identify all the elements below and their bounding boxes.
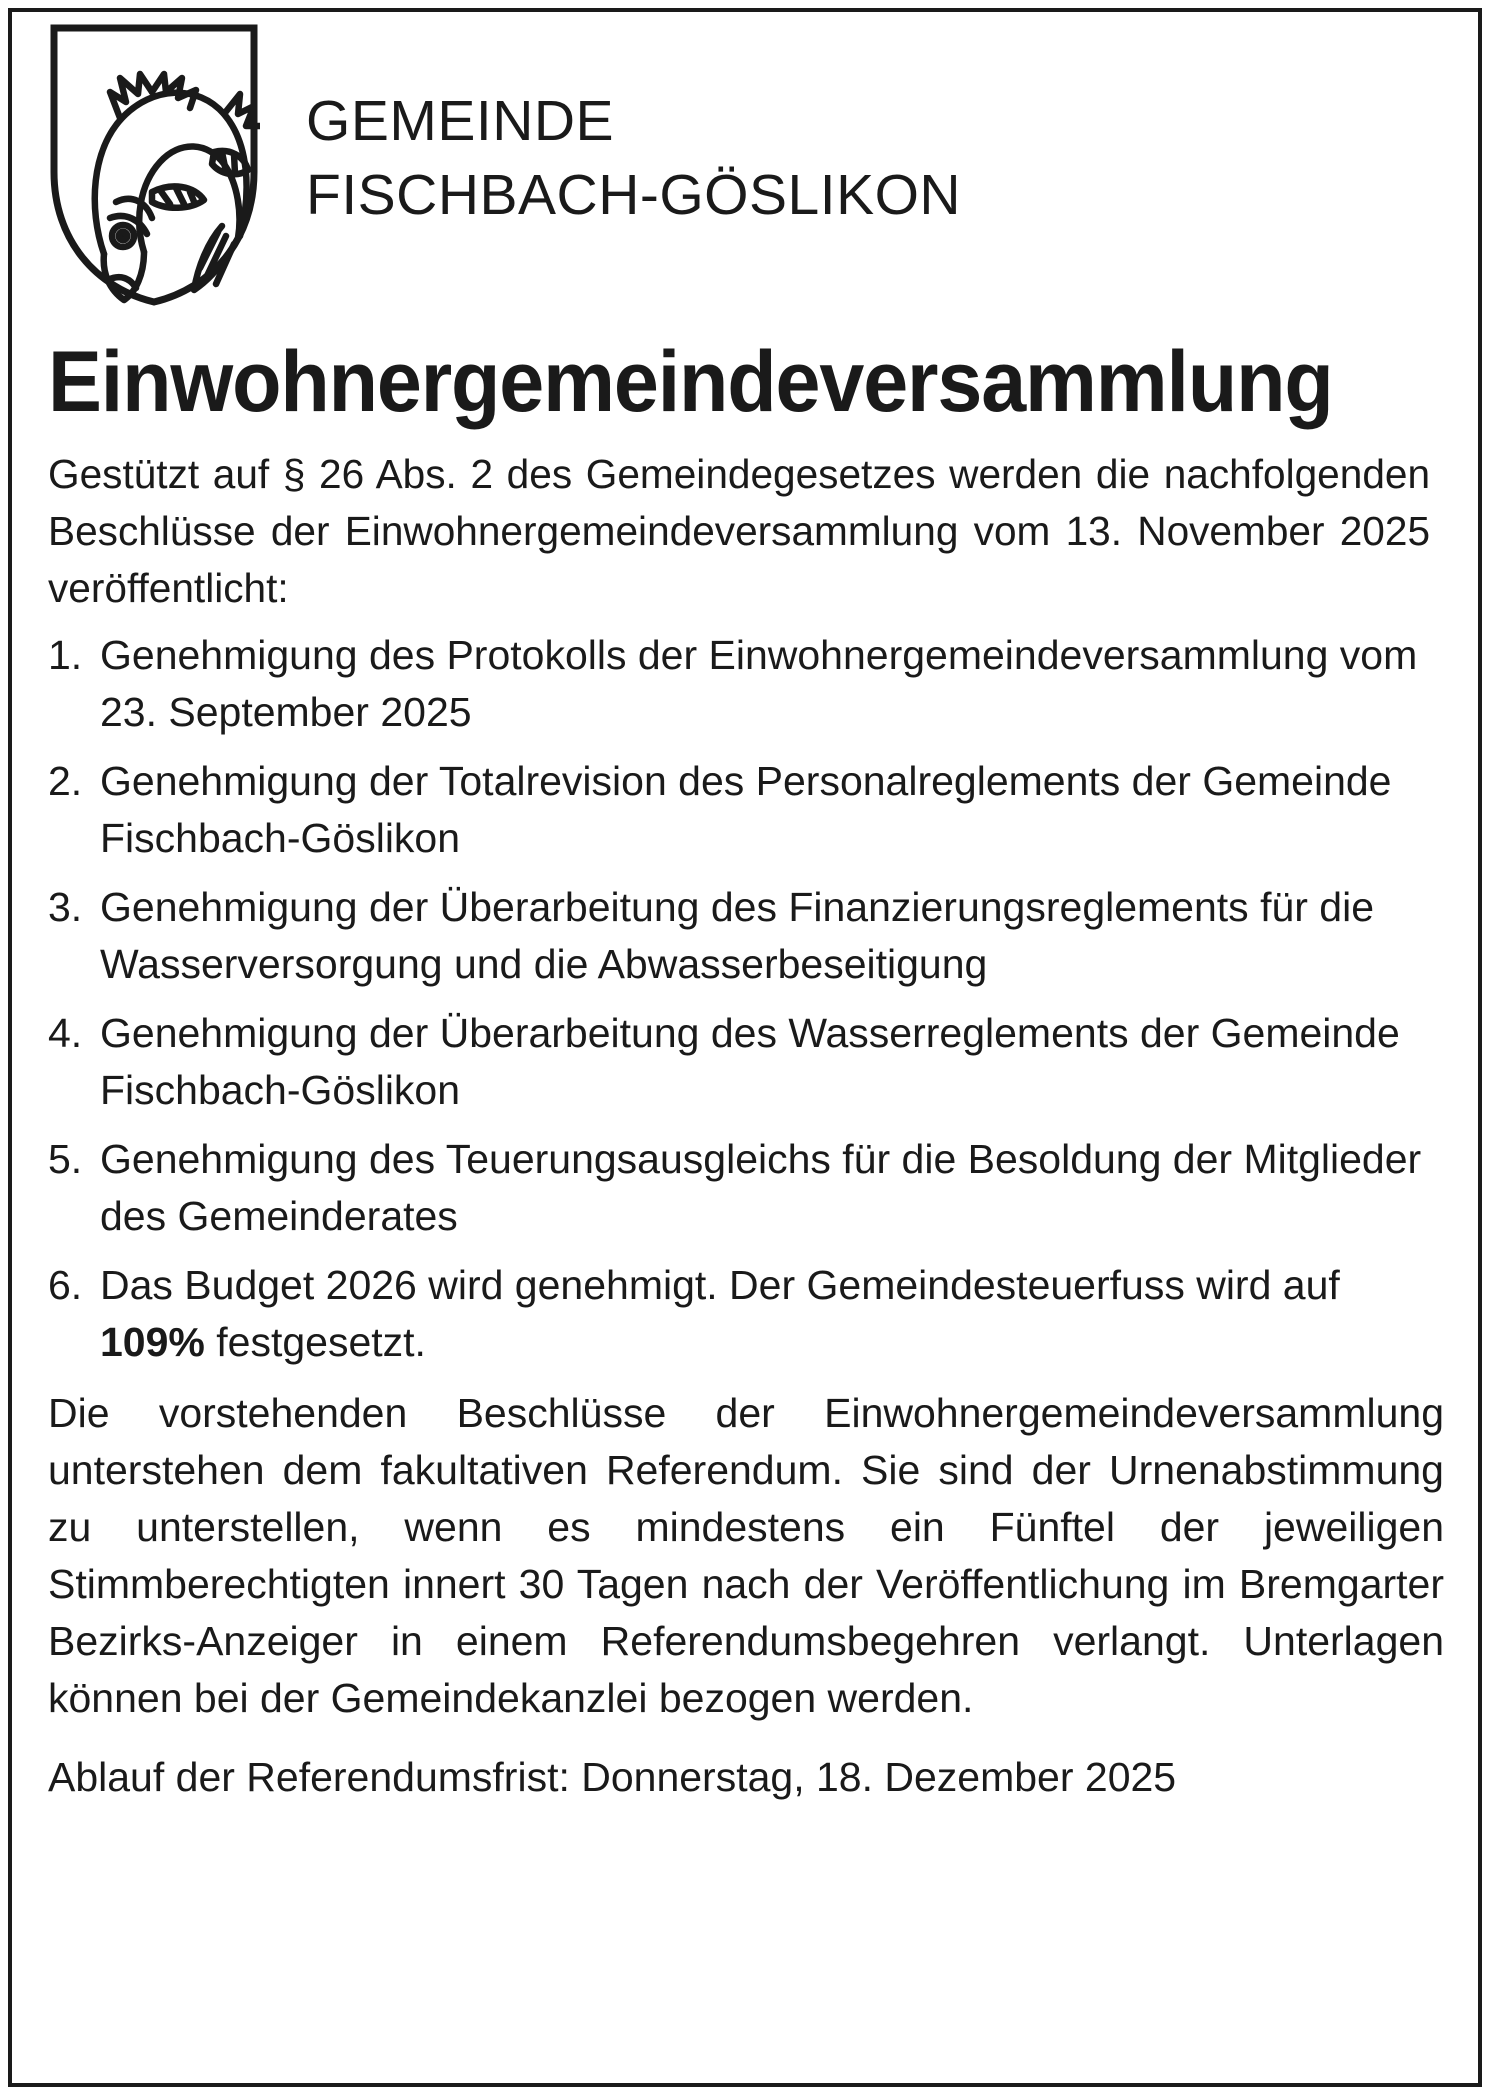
resolution-item (48, 627, 1444, 741)
resolution-number: 1. (48, 632, 83, 678)
resolution-item (48, 1005, 1444, 1119)
resolution-text: Genehmigung der Überarbeitung des Finanzierungsreglements für die Wasserversorgung und die Abwasserbeseitigung (100, 884, 1375, 987)
resolution-text: Genehmigung des Protokolls der Einwohnergemeindeversammlung vom 23. September 2025 (100, 632, 1418, 735)
resolution-text: Genehmigung der Überarbeitung des Wasserreglements der Gemeinde Fischbach-Göslikon (100, 1010, 1400, 1113)
tax-rate-value: 109% (100, 1319, 205, 1365)
letterhead (48, 22, 1444, 312)
resolution-number: 5. (48, 1136, 83, 1182)
referendum-notice: Die vorstehenden Beschlüsse der Einwohnergemeindeversammlung unterstehen dem fakultativen Referendum. Sie sind der Urnenabstimmung zu unterstellen, wenn es mindestens ein Fünftel der jeweiligen Stimmberechtigten innert 30 Tagen nach der Veröffentlichung im Bremgarter Bezirks-Anzeiger in einem Referendumsbegehren verlangt. Unterlagen können bei der Gemeindekanzlei bezogen werden. (48, 1390, 1444, 1721)
resolution-text: Genehmigung des Teuerungsausgleichs für die Besoldung der Mitglieder des Gemeinderates (100, 1136, 1422, 1239)
resolution-item (48, 1131, 1444, 1245)
organization-line-2: FISCHBACH-GÖSLIKON (306, 163, 962, 227)
resolution-number: 3. (48, 884, 83, 930)
referendum-deadline: Ablauf der Referendumsfrist: Donnerstag, 18. Dezember 2025 (48, 1754, 1177, 1800)
resolution-text-after: festgesetzt. (204, 1319, 426, 1365)
fish-coat-of-arms-icon (48, 22, 260, 308)
organization-line-1: GEMEINDE (306, 89, 615, 153)
resolution-item (48, 1257, 1444, 1371)
organization-wordmark (306, 22, 961, 232)
intro-paragraph: Gestützt auf § 26 Abs. 2 des Gemeindegesetzes werden die nachfolgenden Beschlüsse der Einwohnergemeindeversammlung vom 13. November 2025 veröffentlicht: (48, 451, 1431, 611)
resolution-list (48, 627, 1444, 1371)
content-container (48, 22, 1444, 1806)
resolution-number: 4. (48, 1010, 83, 1056)
resolution-text: Genehmigung der Totalrevision des Personalreglements der Gemeinde Fischbach-Göslikon (100, 758, 1392, 861)
resolution-item (48, 879, 1444, 993)
resolution-text-before: Das Budget 2026 wird genehmigt. Der Gemeindesteuerfuss wird auf (100, 1262, 1340, 1308)
resolution-number: 6. (48, 1262, 83, 1308)
page-title: Einwohnergemeindeversammlung (48, 334, 1333, 430)
resolution-item (48, 753, 1444, 867)
resolution-number: 2. (48, 758, 83, 804)
